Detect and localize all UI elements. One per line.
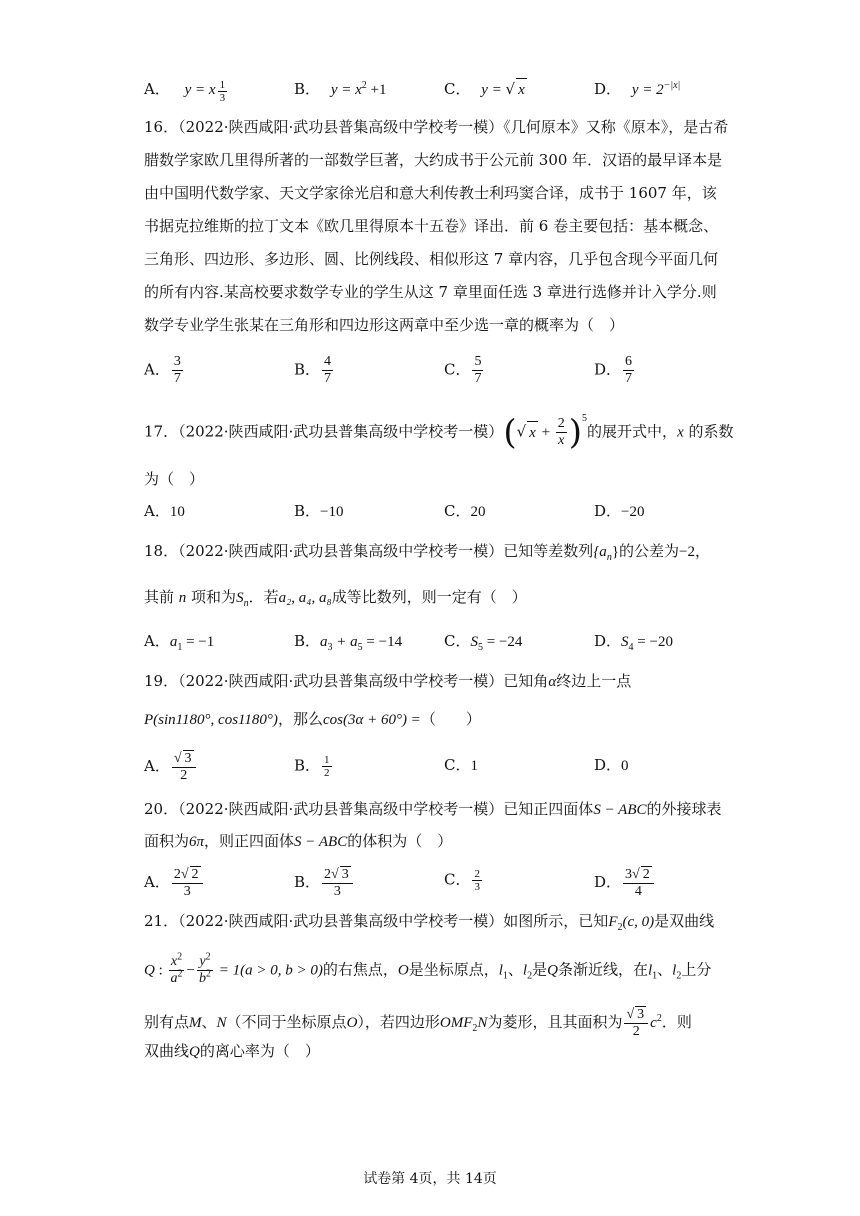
q16-line: 三角形、四边形、多边形、圆、比例线段、相似形这 7 章内容，几乎包含现今平面几何: [144, 250, 719, 268]
q17-option-d: D．−20: [594, 502, 645, 520]
q16-line: 数学专业学生张某在三角形和四边形这两章中至少选一章的概率为（ ）: [144, 316, 625, 334]
q18-option-b: B．$a_3 + a_5 = -14$: [294, 632, 403, 653]
q16-option-b: B． $\frac{4}{7}$: [294, 354, 332, 386]
q16-option-a: A． $\frac{3}{7}$: [144, 354, 181, 386]
q20-option-b: B． $\frac{2√ 3}{3}$: [294, 866, 355, 900]
q19-question-line2: P(sin1180°, cos1180°)，那么cos(3α + 60°) =（ ）: [144, 710, 481, 728]
q18-question-line2: 其前 n 项和为$S_n$．若a₂, a₄, a₈成等比数列，则一定有（ ）: [144, 588, 527, 609]
q17-question-line1: 17．（2022·陕西咸阳·武功县普集高级中学校考一模）(√ x + $\frac{2}{x}$ )$^5$的展开式中，x 的系数: [144, 412, 734, 453]
q17-question-line2: 为（ ）: [144, 470, 205, 488]
q17-option-c: C．20: [444, 502, 486, 520]
q20-option-c: C． $\frac{2}{3}$: [444, 868, 480, 893]
q17-option-a: A．10: [144, 502, 185, 520]
q16-line: 16．（2022·陕西咸阳·武功县普集高级中学校考一模）《几何原本》又称《原本》，是古希: [144, 118, 729, 136]
q18-option-a: A．$a_1 = -1$: [144, 632, 215, 653]
q20-option-a: A． $\frac{2√ 2}{3}$: [144, 866, 205, 900]
q16-line: 由中国明代数学家、天文学家徐光启和意大利传教士利玛窦合译，成书于 1607 年，该: [144, 184, 717, 202]
q19-option-c: C．1: [444, 756, 478, 774]
q15-option-b: B． $y = x^2 +1$: [294, 80, 387, 98]
page-footer: 试卷第 4页，共 14页: [363, 1171, 497, 1187]
q19-question-line1: 19．（2022·陕西咸阳·武功县普集高级中学校考一模）已知角α终边上一点: [144, 672, 632, 690]
q16-option-d: D． $\frac{6}{7}$: [594, 354, 633, 386]
q16-line: 书据克拉维斯的拉丁文本《欧几里得原本十五卷》译出．前 6 卷主要包括：基本概念、: [144, 217, 719, 235]
q20-question-line2: 面积为6π，则正四面体S − ABC的体积为（ ）: [144, 832, 453, 850]
q21-question-line3: 别有点M、N（不同于坐标原点O），若四边形$OMF_2N$为菱形，且其面积为 $\frac{√ 3}{2}$ $c^2$．则: [144, 1007, 692, 1039]
q20-question-line1: 20．（2022·陕西咸阳·武功县普集高级中学校考一模）已知正四面体S − ABC的外接球表: [144, 800, 722, 818]
q18-option-c: C．$S_5 = -24$: [444, 632, 523, 653]
q15-option-d: D． $y = 2^{-|x|}$: [594, 80, 681, 98]
q19-option-b: B． $\frac{1}{2}$: [294, 754, 330, 779]
q18-option-d: D．$S_4 = -20$: [594, 632, 673, 653]
q21-question-line2: Q : $\frac{x^2}{a^2}$ − $\frac{y^2}{b^2}$ = 1(a > 0, b > 0)的右焦点，O是坐标原点，$l_1$、$l_2$是Q条渐近线，在$l_1$、$l_2$上分: [144, 951, 712, 986]
q17-option-b: B．−10: [294, 502, 344, 520]
q21-question-line4: 双曲线Q的离心率为（ ）: [144, 1042, 320, 1060]
q15-option-c: C． y = √ x: [444, 78, 527, 101]
q16-line: 的所有内容.某高校要求数学专业的学生从这 7 章里面任选 3 章进行选修并计入学分.则: [144, 283, 717, 301]
q16-option-c: C． $\frac{5}{7}$: [444, 354, 482, 386]
q15-option-a: A． y = x $\frac{1}{3}$: [144, 79, 226, 104]
q19-option-a: A． $\frac{√ 3}{2}$: [144, 750, 198, 784]
q19-option-d: D．0: [594, 756, 629, 774]
q21-question-line1: 21．（2022·陕西咸阳·武功县普集高级中学校考一模）如图所示，已知$F_2(c$, 0)是双曲线: [144, 912, 715, 933]
q20-option-d: D． $\frac{3√ 2}{4}$: [594, 866, 656, 900]
q16-line: 腊数学家欧几里得所著的一部数学巨著，大约成书于公元前 300 年．汉语的最早译本是: [144, 151, 723, 169]
q18-question-line1: 18．（2022·陕西咸阳·武功县普集高级中学校考一模）已知等差数列$\{a_n\}$的公差为−2，: [144, 542, 711, 563]
